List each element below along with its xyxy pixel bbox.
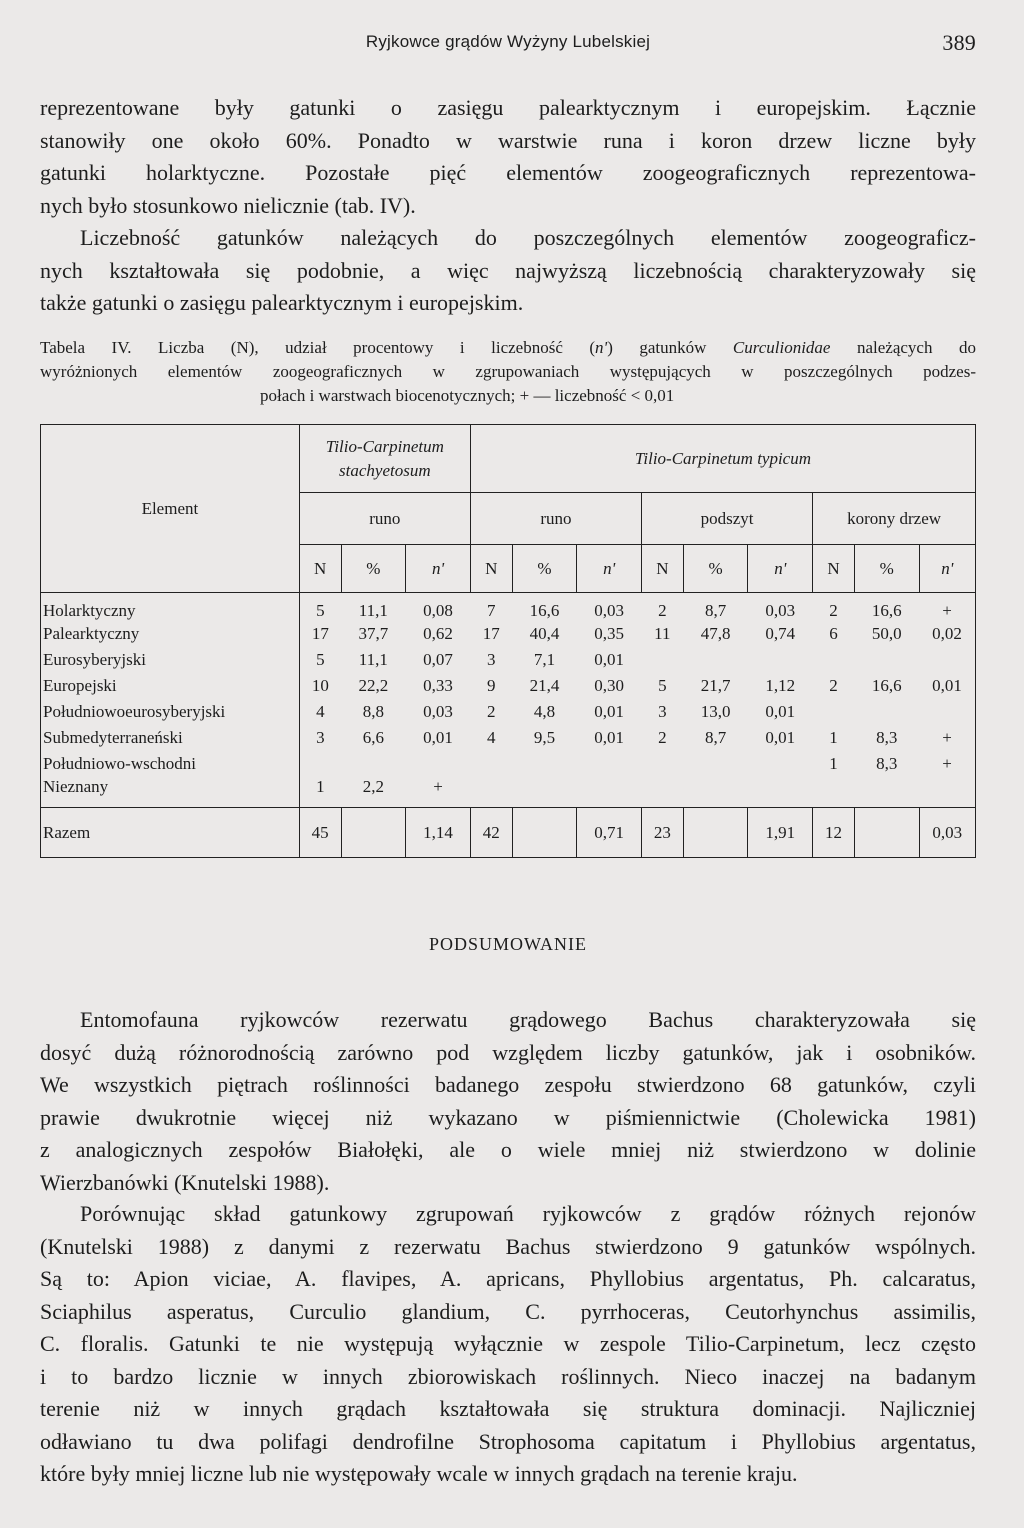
value-cell: 0,01 [423,728,453,747]
value-cell: 8,7 [704,728,727,747]
value-cell: 0,01 [765,702,796,721]
value-cell [813,777,855,808]
value-cell [577,751,642,777]
value-cell: 1 [316,777,325,796]
column-header: % [341,545,406,593]
text-line: stanowiły one około 60%. Ponadto w warstwie runa i koron drzew liczne były [40,127,976,153]
value-cell: 0,01 [594,650,625,669]
value-cell: 9 [487,676,496,695]
column-header: N [813,545,855,593]
column-header: % [683,545,748,593]
value-cell: 5 [316,601,325,620]
page-number: 389 [942,30,976,55]
value-cell: 9,5 [533,728,556,747]
text-line: odławiano tu dwa polifagi dendrofilne Strophosoma capitatum i Phyllobius argentatus, [40,1428,976,1454]
column-header: % [854,545,919,593]
table-body [41,593,976,808]
text-line: prawie dwukrotnie więcej niż wykazano w piśmiennictwie (Cholewicka 1981) [40,1104,976,1130]
value-cell [919,777,975,808]
text-line: dosyć dużą różnorodnością zarówno pod względem liczby gatunków, jak i osobników. [40,1039,976,1065]
text-line: nych kształtowała się podobnie, a więc najwyższą liczebnością charakteryzowały się [40,257,976,283]
value-cell [683,647,748,673]
value-cell: 7 [487,601,496,620]
value-cell: 11 [654,624,671,643]
value-cell: 2 [487,702,496,721]
element-cell: Eurosyberyjski [41,647,300,673]
column-header: % [512,545,577,593]
value-cell [813,699,855,725]
total-cell: 45 [299,808,341,858]
total-cell: 0,03 [919,808,975,858]
header-row [41,425,976,493]
element-cell: Palearktyczny [41,621,300,647]
paragraph-2 [40,222,976,320]
value-cell: 8,3 [876,728,898,747]
element-cell: Europejski [41,673,300,699]
running-title: Ryjkowce grądów Wyżyny Lubelskiej [365,32,651,51]
summary-paragraph-1 [40,1004,976,1199]
layer-header: runo [470,493,641,545]
text-line: We wszystkich piętrach roślinności badanego zespołu stwierdzono 68 gatunków, czyli [40,1072,976,1097]
layer-header: runo [299,493,470,545]
value-cell: 16,6 [871,676,902,695]
association-subname: stachyetosum [339,460,431,480]
text-line: Entomofauna ryjkowców rezerwatu grądowego Bachus charakteryzowała się [80,1007,976,1032]
value-cell [919,699,975,725]
total-cell: 42 [470,808,512,858]
value-cell: 0,03 [765,601,796,620]
value-cell [512,777,577,808]
value-cell [748,777,813,808]
column-header: N [299,545,341,593]
value-cell: 11,1 [358,650,388,669]
total-cell: 0,71 [577,808,642,858]
value-cell: 1,12 [765,676,796,695]
value-cell: 6,6 [362,728,384,747]
value-cell [854,777,919,808]
value-cell [642,751,684,777]
value-cell [642,777,684,808]
column-header: n' [577,545,642,593]
value-cell: + [919,593,975,622]
value-cell: 6 [829,624,838,643]
value-cell: 0,62 [423,624,453,643]
value-cell: 0,01 [919,673,975,699]
table-row [41,647,976,673]
value-cell: 0,33 [423,676,453,695]
value-cell: 21,4 [529,676,560,695]
caption-line: wyróżnionych elementów zoogeograficznych w zgrupowaniach występujących w poszczególnych podzes- [40,362,976,381]
total-cell: 1,14 [406,808,471,858]
value-cell: 16,6 [529,601,560,620]
value-cell [813,647,855,673]
value-cell [341,751,406,777]
value-cell: 47,8 [700,624,731,643]
element-cell: Południowoeurosyberyjski [41,699,300,725]
value-cell: 0,02 [919,621,975,647]
text-line: także gatunki o zasięgu palearktycznym i europejskim. [40,290,524,315]
element-cell: Submedyterraneński [41,725,300,751]
value-cell: 13,0 [700,702,731,721]
text-line: nych było stosunkowo nielicznie (tab. IV). [40,192,416,218]
value-cell: 0,01 [594,702,625,721]
value-cell: 0,08 [423,601,453,620]
caption-line: połach i warstwach biocenotycznych; + — liczebność < 0,01 [260,386,675,405]
value-cell [748,751,813,777]
value-cell: 2,2 [362,777,384,796]
value-cell: 0,03 [594,601,625,620]
value-cell: 0,74 [765,624,796,643]
total-cell [683,808,748,858]
element-cell: Holarktyczny [41,593,300,622]
value-cell: 2 [658,728,667,747]
value-cell [854,647,919,673]
paragraph-1 [40,92,976,222]
value-cell [299,751,341,777]
value-cell: 0,35 [594,624,625,643]
value-cell: 0,30 [594,676,625,695]
value-cell: 22,2 [358,676,389,695]
text-line: Porównując skład gatunkowy zgrupowań ryjkowców z grądów różnych rejonów [80,1201,976,1226]
value-cell: 5 [316,650,325,669]
value-cell: 0,01 [594,728,625,747]
value-cell: 17 [311,624,329,643]
value-cell: 8,3 [876,754,898,773]
value-cell [748,647,813,673]
value-cell: 3 [316,728,325,747]
value-cell [577,777,642,808]
value-cell [919,647,975,673]
value-cell: 0,01 [765,728,796,747]
value-cell [470,777,512,808]
total-label: Razem [41,808,300,858]
text-line: terenie niż w innych grądach kształtowała się struktura dominacji. Najliczniej [40,1396,976,1421]
value-cell: 4 [487,728,496,747]
text-line: Wierzbanówki (Knutelski 1988). [40,1169,330,1195]
value-cell: 1 [829,754,838,773]
table-row [41,673,976,699]
column-header: n' [919,545,975,593]
value-cell: 2 [829,676,838,695]
total-row [41,808,976,858]
value-cell: 2 [658,601,667,620]
value-cell: 40,4 [529,624,560,643]
column-header: n' [406,545,471,593]
value-cell: 21,7 [700,676,731,695]
table-row [41,699,976,725]
text-line: gatunki holarktyczne. Pozostałe pięć elementów zoogeograficznych reprezentowa- [40,160,976,185]
caption-taxon: Curculionidae [732,338,831,357]
value-cell: 11,1 [358,601,388,620]
element-header: Element [41,425,300,593]
table-row [41,621,976,647]
association-header [299,425,470,493]
element-cell: Nieznany [41,777,300,808]
total-cell: 1,91 [748,808,813,858]
text-line: Są to: Apion viciae, A. flavipes, A. apricans, Phyllobius argentatus, Ph. calcaratus, [40,1266,976,1291]
layer-header: korony drzew [813,493,976,545]
value-cell: 17 [482,624,500,643]
text-line: Liczebność gatunków należących do poszczególnych elementów zoogeograficz- [80,225,976,250]
value-cell [512,751,577,777]
value-cell: 0,03 [423,702,453,721]
value-cell: + [919,751,975,777]
value-cell [683,751,748,777]
value-cell: 50,0 [871,624,902,643]
value-cell: + [433,777,443,796]
column-header: n' [748,545,813,593]
caption-text: Tabela IV. Liczba (N), udział procentowy i liczebność ( [40,338,596,357]
text-line: (Knutelski 1988) z danymi z rezerwatu Bachus stwierdzono 9 gatunków wspólnych. [40,1233,976,1259]
value-cell: 3 [487,650,496,669]
table-caption [40,336,976,408]
value-cell: 8,7 [704,601,727,620]
value-cell: 16,6 [871,601,902,620]
text-line: reprezentowane były gatunki o zasięgu palearktycznym i europejskim. Łącznie [40,95,976,120]
caption-line [40,336,976,360]
value-cell: 10 [311,676,329,695]
total-cell [341,808,406,858]
value-cell: 4 [316,702,325,721]
text-line: Sciaphilus asperatus, Curculio glandium, C. pyrrhoceras, Ceutorhynchus assimilis, [40,1298,976,1324]
caption-text: należących do [830,338,976,357]
summary-paragraph-2 [40,1198,976,1491]
element-cell: Południowo-wschodni [41,751,300,777]
layer-header: podszyt [642,493,813,545]
value-cell [642,647,684,673]
value-cell: 7,1 [533,650,556,669]
column-header: N [642,545,684,593]
value-cell [470,751,512,777]
value-cell: 0,07 [423,650,453,669]
table-row [41,751,976,777]
value-cell [406,751,471,777]
total-cell [854,808,919,858]
value-cell: 1 [829,728,838,747]
value-cell: 8,8 [362,702,384,721]
table-row [41,725,976,751]
text-line: które były mniej liczne lub nie występowały wcale w innych grądach na terenie kraju. [40,1461,798,1486]
value-cell: 3 [658,702,667,721]
table-row [41,593,976,622]
section-heading: PODSUMOWANIE [428,934,587,954]
value-cell [854,699,919,725]
data-table [40,424,976,858]
column-header: N [470,545,512,593]
total-cell: 12 [813,808,855,858]
value-cell: 37,7 [358,624,389,643]
caption-text: ) gatunków [607,338,733,357]
text-line: C. floralis. Gatunki te nie występują wyłącznie w zespole Tilio-Carpinetum, lecz często [40,1331,976,1356]
text-line: i to bardzo licznie w innych zbiorowiskach roślinnych. Nieco inaczej na badanym [40,1363,976,1389]
total-cell: 23 [642,808,684,858]
value-cell: 5 [658,676,667,695]
table-row [41,777,976,808]
caption-symbol: n' [595,338,608,357]
text-line: z analogicznych zespołów Białołęki, ale o wiele mniej niż stwierdzono w dolinie [40,1137,976,1162]
total-cell [512,808,577,858]
value-cell: 4,8 [533,702,556,721]
value-cell: + [919,725,975,751]
value-cell: 2 [829,601,838,620]
association-header: Tilio-Carpinetum typicum [470,425,975,493]
association-name: Tilio-Carpinetum [325,436,444,456]
value-cell [683,777,748,808]
